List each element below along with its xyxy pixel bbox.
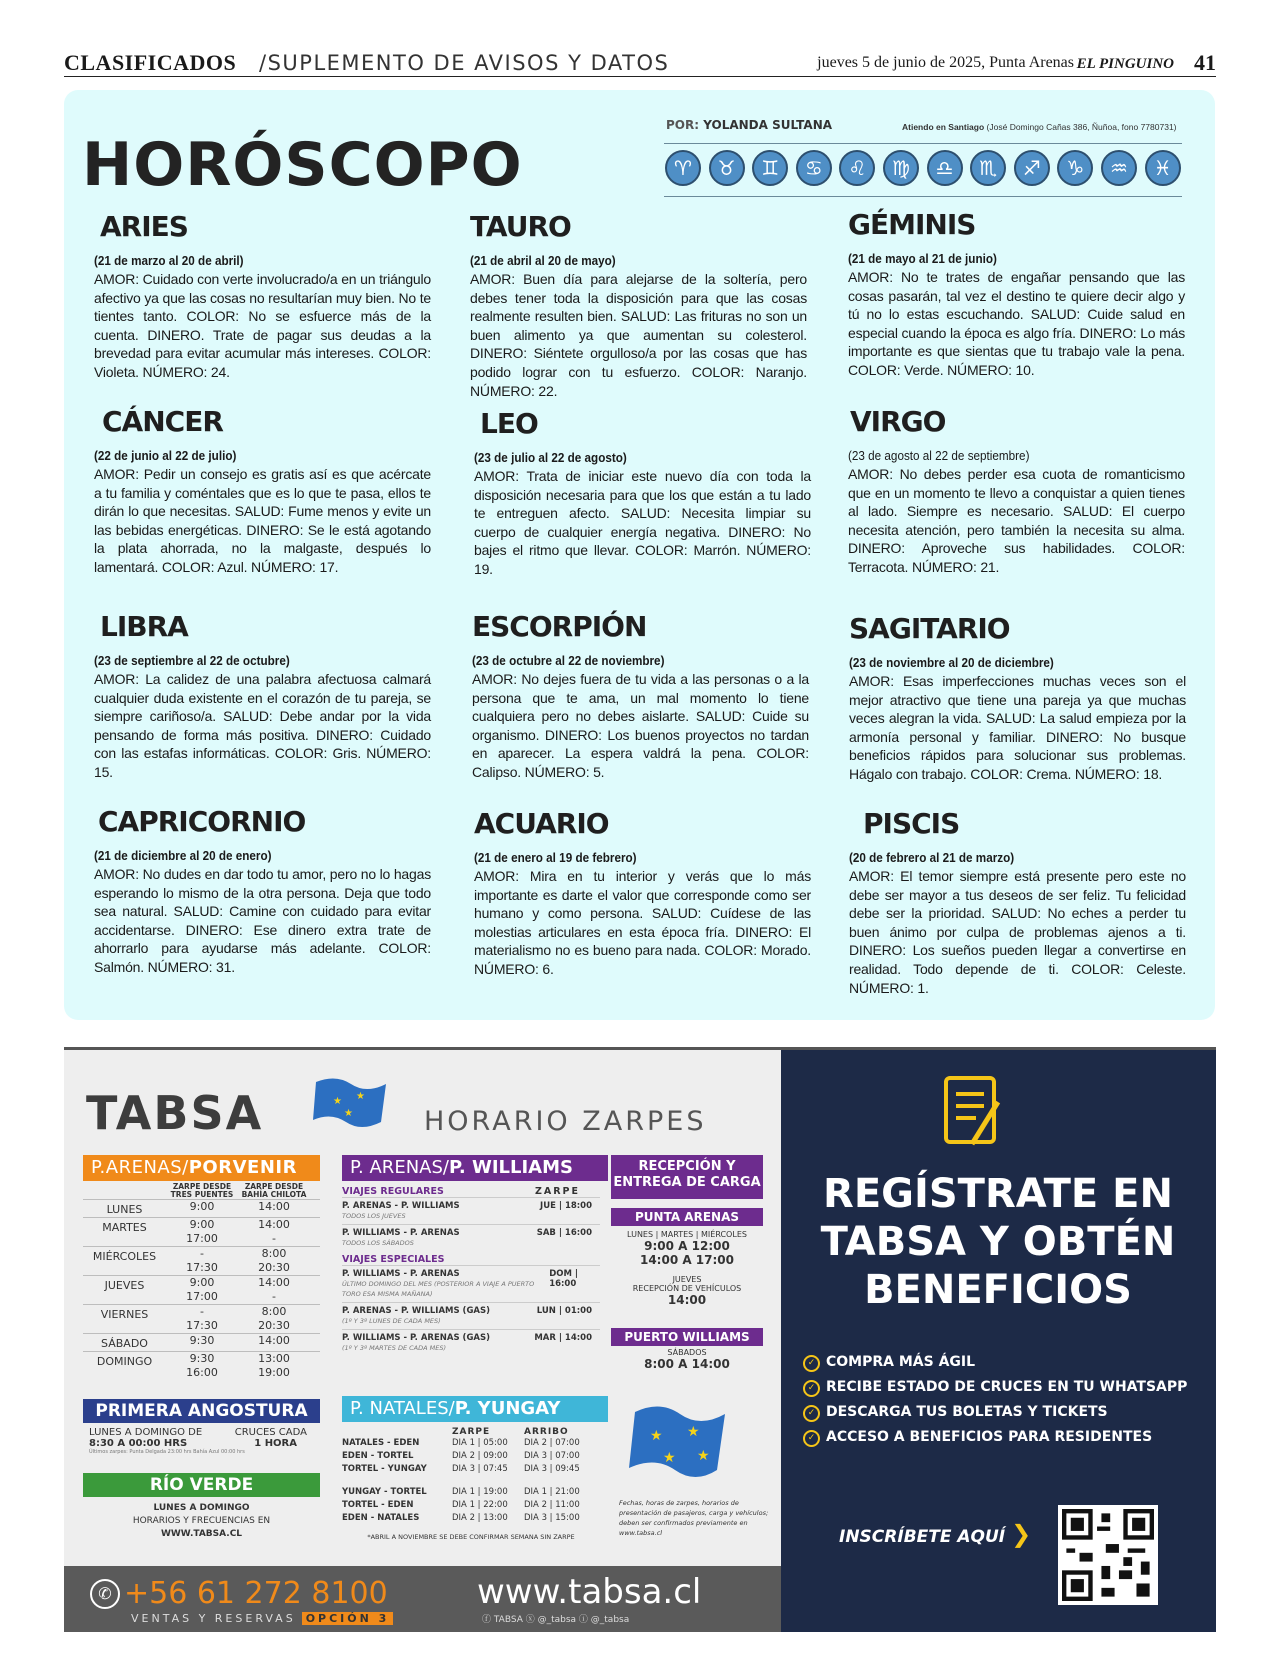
phone-icon: ✆: [90, 1579, 120, 1609]
byline: POR: YOLANDA SULTANA: [666, 118, 833, 132]
time-cell: 14:00 -: [258, 1218, 290, 1245]
flag-icon: [625, 1400, 735, 1490]
sign-virgo: [848, 405, 1185, 577]
time-cell: 9:00 17:00: [186, 1218, 218, 1245]
sign-acuario: [474, 807, 811, 979]
taurus-icon: ♉: [709, 150, 745, 186]
williams-title: P. ARENAS/P. WILLIAMS: [342, 1155, 608, 1181]
sign-text: AMOR: El temor siempre está presente pero este no debe ser mayor a tus deseos de ser feliz. Tu felicidad debe ser la prioridad. SALUD: No eches a perder tu buen ánimo por culpa de problemas ajenos a ti. DINERO: Los sueños pueden llegar a convertirse en realidad. Todo depende de ti. COLOR: Celeste. NÚMERO: 1.: [849, 868, 1186, 996]
sign-name: LEO: [480, 407, 538, 440]
sign-text: AMOR: No debes perder esa cuota de romanticismo que en un momento te llevo a conquistar a quien tienes al lado. Siempre es necesario. SALUD: El cuerpo necesita atención, pero también la necesita su alma. DINERO: Aproveche sus habilidades. COLOR: Terracota. NÚMERO: 21.: [848, 466, 1185, 575]
sign-text: AMOR: Esas imperfecciones muchas veces son el mejor atractivo que tiene una pareja ya que muchas veces alegran la vida. SALUD: La salud empieza por la armonía personal y familiar. DINERO: No busque beneficios rápidos para solucionar sus problemas. Hágalo con trabajo. COLOR: Crema. NÚMERO: 18.: [849, 673, 1186, 782]
libra-icon: ♎: [927, 150, 963, 186]
time-cell: 8:00 20:30: [258, 1305, 290, 1332]
horoscope-title: HORÓSCOPO: [82, 130, 523, 200]
sign-name: ACUARIO: [474, 807, 609, 840]
register-link[interactable]: INSCRÍBETE AQUÍ ❯: [839, 1520, 1032, 1548]
sign-text: AMOR: Pedir un consejo es gratis así es que acércate a tu familia y coméntales que es lo que te pasa, ellos te dirán lo que necesitas. SALUD: Fume menos y evite un las bebidas energéticas. DINERO: Se le está agotando la plata ahorrada, no la malgaste, después lo lamentará. COLOR: Azul. NÚMERO: 17.: [94, 466, 431, 575]
carga-puerto-williams: PUERTO WILLIAMS: [611, 1328, 763, 1346]
table-row: [83, 1217, 320, 1246]
sign-name: PISCIS: [863, 807, 960, 840]
sales-label: VENTAS Y RESERVAS OPCIÓN 3: [131, 1612, 393, 1625]
divider: [664, 196, 1182, 197]
register-panel: [781, 1050, 1216, 1632]
sign-aries: [94, 210, 431, 382]
aries-icon: ♈: [665, 150, 701, 186]
benefit-item: ✓ DESCARGA TUS BOLETAS Y TICKETS: [803, 1400, 1203, 1425]
sign-name: TAURO: [470, 210, 571, 243]
zodiac-icons: [665, 150, 1185, 190]
time-cell: - 17:30: [186, 1305, 218, 1332]
page-header: [64, 50, 1216, 77]
sign-name: LIBRA: [100, 610, 188, 643]
check-icon: ✓: [803, 1355, 820, 1372]
time-cell: 14:00: [258, 1200, 290, 1213]
svg-text:★: ★: [344, 1108, 353, 1119]
day-cell: SÁBADO: [101, 1337, 148, 1350]
svg-text:★: ★: [697, 1447, 710, 1463]
sign-text: AMOR: Trata de iniciar este nuevo día con toda la disposición necesaria para que los que están a tu lado te entreguen afecto. SALUD: Necesita limpiar su cuerpo de cualquier energía negativa. DINERO: No bajes el ritmo que llevar. COLOR: Marrón. NÚMERO: 19.: [474, 468, 811, 577]
sign-text: AMOR: No dejes fuera de tu vida a las personas o a la persona que te ama, un mal momento lo tiene cualquiera pero no debes aislarte. SALUD: Cuide su organismo. DINERO: Los buenos proyectos no tardan en aparecer. La espera valdrá la pena. COLOR: Calipso. NÚMERO: 5.: [472, 671, 809, 780]
sign-dates: (23 de octubre al 22 de noviembre): [472, 653, 665, 668]
sign-leo: [474, 407, 811, 579]
sign-dates: (21 de diciembre al 20 de enero): [94, 848, 272, 863]
day-cell: VIERNES: [100, 1308, 149, 1321]
table-row: P. WILLIAMS - P. ARENAS (GAS) (1º Y 3º MARTES DE CADA MES) MAR | 14:00: [342, 1329, 600, 1356]
sign-dates: (21 de mayo al 21 de junio): [848, 251, 997, 266]
sign-dates: (23 de agosto al 22 de septiembre): [848, 448, 1030, 463]
sign-cancer: [94, 405, 431, 577]
table-row: [83, 1246, 320, 1275]
issue-date: jueves 5 de junio de 2025, Punta Arenas: [817, 54, 1074, 71]
sign-dates: (23 de noviembre al 20 de diciembre): [849, 655, 1054, 670]
angostura-info: LUNES A DOMINGO DE CRUCES CADA 8:30 A 00:00 HRS 1 HORA Últimos zarpes: Punta Delgada 23:00 hrs Bahía Azul 00:00 hrs: [89, 1427, 307, 1455]
carga-punta-arenas: PUNTA ARENAS: [611, 1208, 763, 1226]
schedule-panel: [64, 1050, 781, 1632]
section-title: CLASIFICADOS: [64, 50, 237, 75]
sign-dates: (21 de enero al 19 de febrero): [474, 850, 637, 865]
carga-pw-hours: SÁBADOS 8:00 A 14:00: [644, 1348, 730, 1371]
sign-name: GÉMINIS: [848, 208, 976, 241]
table-row: [83, 1199, 320, 1217]
website-link[interactable]: www.tabsa.cl: [477, 1572, 702, 1612]
sign-dates: (20 de febrero al 21 de marzo): [849, 850, 1015, 865]
sign-name: VIRGO: [850, 405, 946, 438]
table-row: P. WILLIAMS - P. ARENAS ÚLTIMO DOMINGO DEL MES (POSTERIOR A VIAJE A PUERTO TORO ESA MISMA MAÑANA) DOM | 16:00: [342, 1265, 600, 1302]
check-icon: ✓: [803, 1430, 820, 1447]
rio-verde-info: LUNES A DOMINGO HORARIOS Y FRECUENCIAS EN WWW.TABSA.CL: [132, 1503, 271, 1539]
chevron-right-icon: ❯: [1011, 1520, 1032, 1548]
sign-dates: (22 de junio al 22 de julio): [94, 448, 237, 463]
sign-dates: (21 de abril al 20 de mayo): [470, 253, 616, 268]
sign-name: ARIES: [100, 210, 188, 243]
sagittarius-icon: ♐: [1014, 150, 1050, 186]
sign-dates: (21 de marzo al 20 de abril): [94, 253, 244, 268]
contact-bar: [64, 1566, 781, 1632]
document-pen-icon: [936, 1072, 1016, 1156]
sign-sagitario: [849, 612, 1186, 784]
day-cell: MIÉRCOLES: [92, 1250, 157, 1263]
carga-pa-hours: LUNES | MARTES | MIÉRCOLES 9:00 A 12:00 14:00 A 17:00 JUEVES RECEPCIÓN DE VEHÍCULOS 14:00: [627, 1230, 747, 1307]
time-cell: 13:00 19:00: [258, 1352, 290, 1379]
svg-text:★: ★: [663, 1449, 676, 1465]
time-cell: 14:00 -: [258, 1276, 290, 1303]
table-row: NATALES - EDEN DIA 1 | 05:00 DIA 2 | 07:00: [342, 1438, 580, 1448]
sign-name: ESCORPIÓN: [472, 610, 647, 643]
tabsa-logo: TABSA: [86, 1086, 264, 1140]
divider: [664, 143, 1182, 144]
table-row: EDEN - NATALES DIA 2 | 13:00 DIA 3 | 15:00: [342, 1513, 580, 1523]
time-cell: 14:00: [258, 1334, 290, 1347]
benefit-item: ✓ ACCESO A BENEFICIOS PARA RESIDENTES: [803, 1425, 1203, 1450]
sign-dates: (23 de julio al 22 de agosto): [474, 450, 627, 465]
register-headline: REGÍSTRATE EN TABSA Y OBTÉN BENEFICIOS: [820, 1171, 1176, 1313]
day-cell: DOMINGO: [96, 1355, 153, 1368]
scorpio-icon: ♏: [970, 150, 1006, 186]
time-cell: 9:30 16:00: [186, 1352, 218, 1379]
williams-table: VIAJES REGULARES ZARPE P. ARENAS - P. WILLIAMS TODOS LOS JUEVES JUE | 18:00 P. WILLIAMS - P. ARENAS TODOS LOS SÁBADOS SAB | 16:00 VIAJES ESPECIALES P. WILLIAMS - P. ARENAS ÚLTIMO DOMINGO DEL MES (POSTERIOR A VIAJE A PUERTO TORO ESA MISMA MAÑANA) DOM | 16:00 P. ARENAS - P. WILLIAMS (GAS) (1º Y 3º LUNES DE CADA MES) LUN | 01:00 P. WILLIAMS - P. ARENAS (GAS) (1º Y 3º MARTES DE CADA MES) MAR | 14:00: [342, 1183, 600, 1356]
sign-text: AMOR: La calidez de una palabra afectuosa calmará cualquier duda existente en el corazón de tu pareja, se siempre cariñoso/a. SALUD: Debe andar por la vida pensando de forma más positiva. DINERO: Cuidado con las estafas informáticas. COLOR: Gris. NÚMERO: 15.: [94, 671, 431, 780]
sign-capricornio: [94, 805, 431, 977]
table-row: P. WILLIAMS - P. ARENAS TODOS LOS SÁBADOS SAB | 16:00: [342, 1224, 600, 1251]
yungay-title: P. NATALES/P. YUNGAY: [342, 1396, 608, 1422]
sign-text: AMOR: Mira en tu interior y verás que lo más importante es darte el valor que corresponde como ser humano y como persona. SALUD: Cuídese de las molestias articulares en esta época fría. DINERO: El materialismo no es bueno para nada. COLOR: Morado. NÚMERO: 6.: [474, 868, 811, 977]
sign-name: CÁNCER: [102, 405, 223, 438]
svg-text:★: ★: [687, 1423, 700, 1439]
benefits-list: [803, 1350, 1203, 1450]
time-cell: 9:00: [189, 1200, 215, 1213]
table-row: EDEN - TORTEL DIA 2 | 09:00 DIA 3 | 07:00: [342, 1451, 580, 1461]
flag-icon: [311, 1074, 391, 1134]
day-cell: MARTES: [102, 1221, 147, 1234]
benefit-item: ✓ COMPRA MÁS ÁGIL: [803, 1350, 1203, 1375]
sign-name: SAGITARIO: [849, 612, 1010, 645]
qr-code[interactable]: [1058, 1505, 1158, 1605]
virgo-icon: ♍: [883, 150, 919, 186]
time-cell: - 17:30: [186, 1247, 218, 1274]
sign-libra: [94, 610, 431, 782]
table-row: P. ARENAS - P. WILLIAMS TODOS LOS JUEVES JUE | 18:00: [342, 1197, 600, 1224]
yungay-table: ZARPE ARRIBO NATALES - EDEN DIA 1 | 05:00 DIA 2 | 07:00 EDEN - TORTEL DIA 2 | 09:00 DIA 3 | 07:00 TORTEL - YUNGAY DIA 3 | 07:45 DIA 3 | 09:45 YUNGAY - TORTEL DIA 1 | 19:00 DIA 1 | 21:00 TORTEL - EDEN DIA 1 | 22:00 DIA 2 | 11:00 EDEN - NATALES DIA 2 | 13:00 DIA 3 | 15:00 *ABRIL A NOVIEMBRE SE DEBE CONFIRMAR SEMANA SIN ZARPE: [342, 1427, 600, 1541]
social-handles[interactable]: ⓕ TABSA ⓧ @_tabsa ⓘ @_tabsa: [482, 1615, 630, 1625]
aquarius-icon: ♒: [1101, 150, 1137, 186]
sign-text: AMOR: Buen día para alejarse de la soltería, pero debes tener toda la disposición para que las cosas realmente resulten bien. SALUD: Las frituras no son un buen alimento ya que aumentan su colesterol. DINERO: Siéntete orgulloso/a por las cosas que has podido lograr con tu esfuerzo. COLOR: Naranjo. NÚMERO: 22.: [470, 271, 807, 399]
porvenir-table: [83, 1183, 320, 1380]
disclaimer-note: Fechas, horas de zarpes, horarios de presentación de pasajeros, carga y vehículos; deben ser confirmados previamente en www.tabsa.cl: [619, 1499, 769, 1537]
angostura-title: PRIMERA ANGOSTURA: [83, 1399, 320, 1423]
schedule-headline: HORARIO ZARPES: [424, 1106, 707, 1137]
capricorn-icon: ♑: [1057, 150, 1093, 186]
svg-text:★: ★: [650, 1427, 663, 1443]
page-number: 41: [1194, 50, 1216, 75]
sign-text: AMOR: No dudes en dar todo tu amor, pero no lo hagas esperando lo mismo de la otra persona. Deja que todo sea natural. SALUD: Camine con cuidado para evitar accidentarse. DINERO: Ese dinero extra trate de ahorrarlo para ayudarse más adelante. COLOR: Salmón. NÚMERO: 31.: [94, 866, 431, 975]
sign-name: CAPRICORNIO: [98, 805, 306, 838]
porvenir-title: P.ARENAS/PORVENIR: [83, 1155, 320, 1181]
table-row: TORTEL - EDEN DIA 1 | 22:00 DIA 2 | 11:00: [342, 1500, 580, 1510]
sign-geminis: [848, 208, 1185, 380]
table-row: [83, 1275, 320, 1304]
sign-tauro: [470, 210, 807, 400]
time-cell: 8:00 20:30: [258, 1247, 290, 1274]
sign-escorpion: [472, 610, 809, 782]
cancer-icon: ♋: [796, 150, 832, 186]
table-row: [83, 1351, 320, 1380]
table-row: [83, 1333, 320, 1351]
time-cell: 9:00 17:00: [186, 1276, 218, 1303]
tabsa-advertisement: [64, 1047, 1216, 1632]
table-row: YUNGAY - TORTEL DIA 1 | 19:00 DIA 1 | 21:00: [342, 1487, 580, 1497]
benefit-item: ✓ RECIBE ESTADO DE CRUCES EN TU WHATSAPP: [803, 1375, 1203, 1400]
sign-dates: (23 de septiembre al 22 de octubre): [94, 653, 290, 668]
gemini-icon: ♊: [752, 150, 788, 186]
time-cell: 9:30: [189, 1334, 215, 1347]
svg-text:★: ★: [356, 1091, 365, 1102]
check-icon: ✓: [803, 1380, 820, 1397]
sign-text: AMOR: Cuidado con verte involucrado/a en un triángulo afectivo ya que las cosas no resultarían muy bien. No te tientes tanto. COLOR: No se esfuerce más de la cuenta. DINERO. Trate de pagar sus deudas a la brevedad para evitar acumular más intereses. COLOR: Violeta. NÚMERO: 24.: [94, 271, 431, 380]
table-header: ZARPE DESDE TRES PUENTES ZARPE DESDE BAHÍA CHILOTA: [170, 1182, 307, 1199]
sign-text: AMOR: No te trates de engañar pensando que las cosas pasarán, tal vez el destino te quiere decir algo y tú no lo estas escuchando. SALUD: Cuide salud en especial cuando la época es algo fría. DINERO: Lo más importante es que sientas que tu trabajo vale la pena. COLOR: Verde. NÚMERO: 10.: [848, 269, 1185, 378]
subsection-title: /SUPLEMENTO DE AVISOS Y DATOS: [259, 51, 670, 75]
day-cell: JUEVES: [104, 1279, 145, 1292]
svg-text:★: ★: [333, 1096, 342, 1107]
pisces-icon: ♓: [1145, 150, 1181, 186]
rio-verde-title: RÍO VERDE: [83, 1473, 320, 1497]
horoscope-panel: [64, 90, 1215, 1020]
check-icon: ✓: [803, 1405, 820, 1422]
phone-number[interactable]: ✆ +56 61 272 8100: [90, 1576, 388, 1611]
contact-line: Atiendo en Santiago (José Domingo Cañas 386, Ñuñoa, fono 7780731): [902, 122, 1177, 132]
carga-title: RECEPCIÓN Y ENTREGA DE CARGA: [611, 1155, 763, 1199]
table-row: P. ARENAS - P. WILLIAMS (GAS) (1º Y 3º LUNES DE CADA MES) LUN | 01:00: [342, 1302, 600, 1329]
table-row: TORTEL - YUNGAY DIA 3 | 07:45 DIA 3 | 09:45: [342, 1464, 580, 1474]
table-row: [83, 1304, 320, 1333]
leo-icon: ♌: [839, 150, 875, 186]
day-cell: LUNES: [106, 1203, 143, 1216]
sign-piscis: [849, 807, 1186, 997]
paper-name: EL PINGUINO: [1076, 56, 1174, 72]
